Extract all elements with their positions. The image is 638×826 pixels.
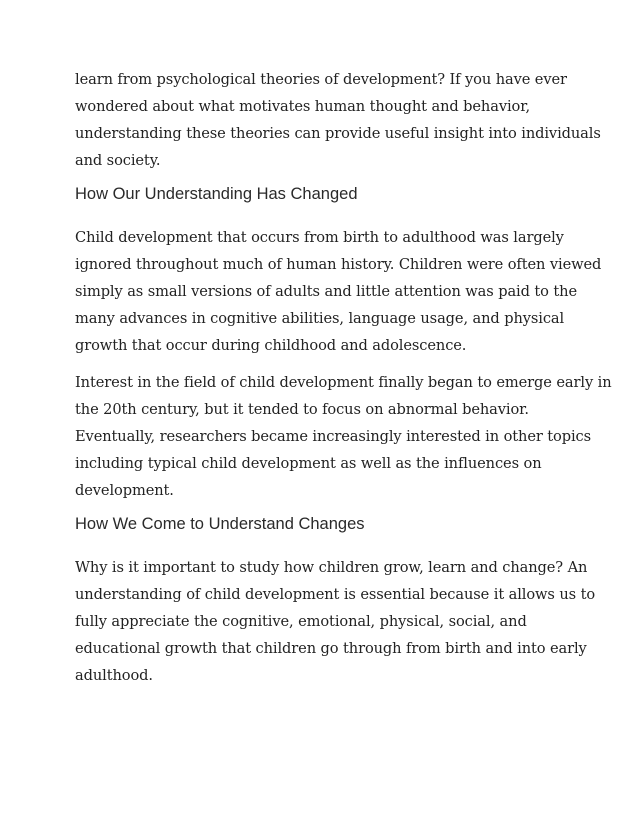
text-line: Why is it important to study how children grow, learn and change? An xyxy=(75,559,588,576)
section-heading-understanding-changed: How Our Understanding Has Changed xyxy=(75,185,358,203)
text-line: simply as small versions of adults and little attention was paid to the xyxy=(75,283,577,300)
text-line: understanding of child development is essential because it allows us to xyxy=(75,586,596,603)
text-line: wondered about what motivates human thought and behavior, xyxy=(75,98,531,115)
document-body xyxy=(75,66,612,699)
text-line: the 20th century, but it tended to focus on abnormal behavior. xyxy=(75,401,529,418)
text-line: Child development that occurs from birth to adulthood was largely xyxy=(75,229,564,246)
text-line: many advances in cognitive abilities, language usage, and physical xyxy=(75,310,565,327)
text-line: understanding these theories can provide useful insight into individuals xyxy=(75,125,601,142)
text-line: fully appreciate the cognitive, emotional, physical, social, and xyxy=(75,613,527,630)
text-line: growth that occur during childhood and adolescence. xyxy=(75,337,467,354)
text-line: Interest in the field of child development finally began to emerge early in xyxy=(75,374,612,391)
section-heading-understand-changes: How We Come to Understand Changes xyxy=(75,515,365,533)
text-line: including typical child development as well as the influences on xyxy=(75,455,542,472)
text-line: development. xyxy=(75,482,174,499)
importance-paragraph xyxy=(75,554,596,689)
interest-emergence-paragraph xyxy=(75,369,612,504)
text-line: educational growth that children go through from birth and into early xyxy=(75,640,587,657)
text-line: and society. xyxy=(75,152,161,169)
text-line: adulthood. xyxy=(75,667,153,684)
text-line: ignored throughout much of human history. Children were often viewed xyxy=(75,256,602,273)
text-line: Eventually, researchers became increasingly interested in other topics xyxy=(75,428,591,445)
child-development-history-paragraph xyxy=(75,224,602,359)
text-line: learn from psychological theories of development? If you have ever xyxy=(75,71,567,88)
intro-paragraph xyxy=(75,66,601,174)
